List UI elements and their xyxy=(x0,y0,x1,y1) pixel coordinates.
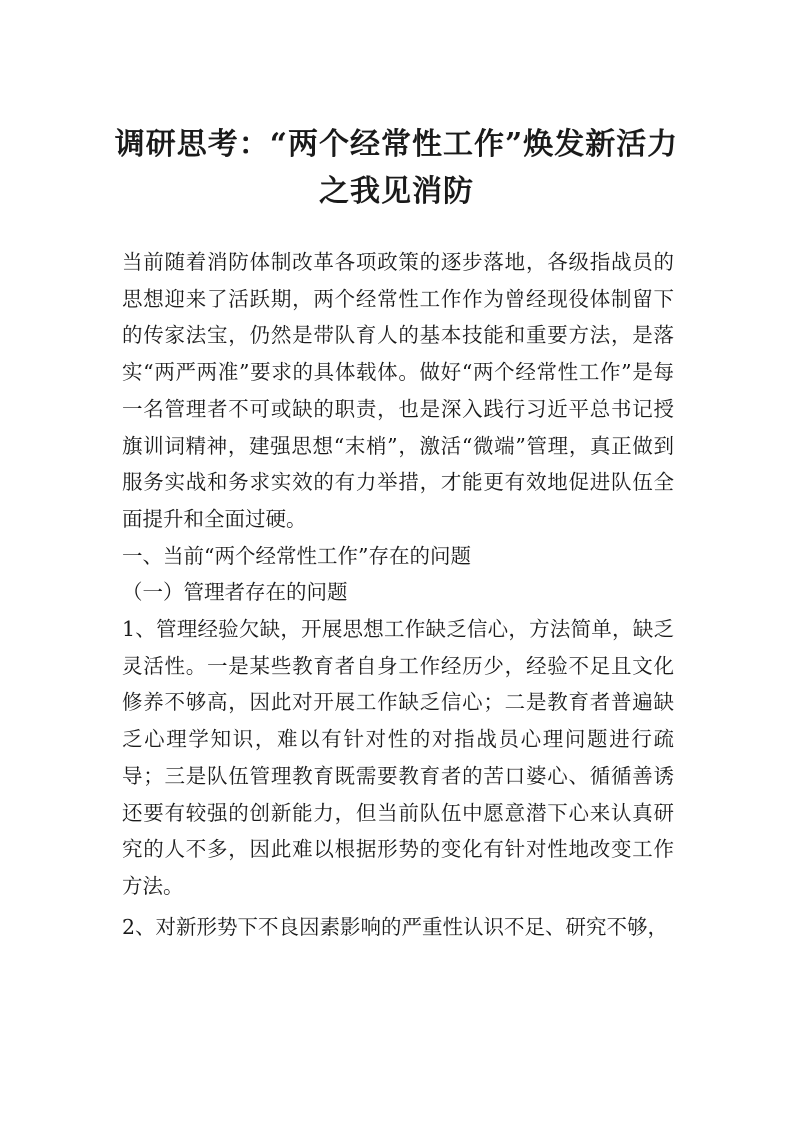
section-heading: 一、当前“两个经常性工作”存在的问题 xyxy=(122,543,471,568)
subsection-heading: （一）管理者存在的问题 xyxy=(122,580,348,605)
point-2-paragraph: 2、对新形势下不良因素影响的严重性认识不足、研究不够， xyxy=(122,914,669,939)
document-title-line-2: 之我见消防 xyxy=(319,174,474,209)
document-title-line-1: 调研思考：“两个经常性工作”焕发新活力 xyxy=(114,127,679,162)
point-1-paragraph: 1、管理经验欠缺，开展思想工作缺乏信心，方法简单，缺乏灵活性。一是某些教育者自身工作经历少，经验不足且文化修养不够高，因此对开展工作缺乏信心；二是教育者普遍缺乏心理学知识，难以有针对性的对指战员心理问题进行疏导；三是队伍管理教育既需要教育者的苦口婆心、循循善诱还要有较强的创新能力，但当前队伍中愿意潜下心来认真研究的人不多，因此难以根据形势的变化有针对性地改变工作方法。 xyxy=(122,617,674,898)
intro-paragraph: 当前随着消防体制改革各项政策的逐步落地，各级指战员的思想迎来了活跃期，两个经常性工作作为曾经现役体制留下的传家法宝，仍然是带队育人的基本技能和重要方法，是落实“两严两准”要求的具体载体。做好“两个经常性工作”是每一名管理者不可或缺的职责，也是深入践行习近平总书记授旗训词精神，建强思想“末梢”，激活“微端”管理，真正做到服务实战和务求实效的有力举措，才能更有效地促进队伍全面提升和全面过硬。 xyxy=(122,250,674,531)
document-body xyxy=(122,244,674,945)
